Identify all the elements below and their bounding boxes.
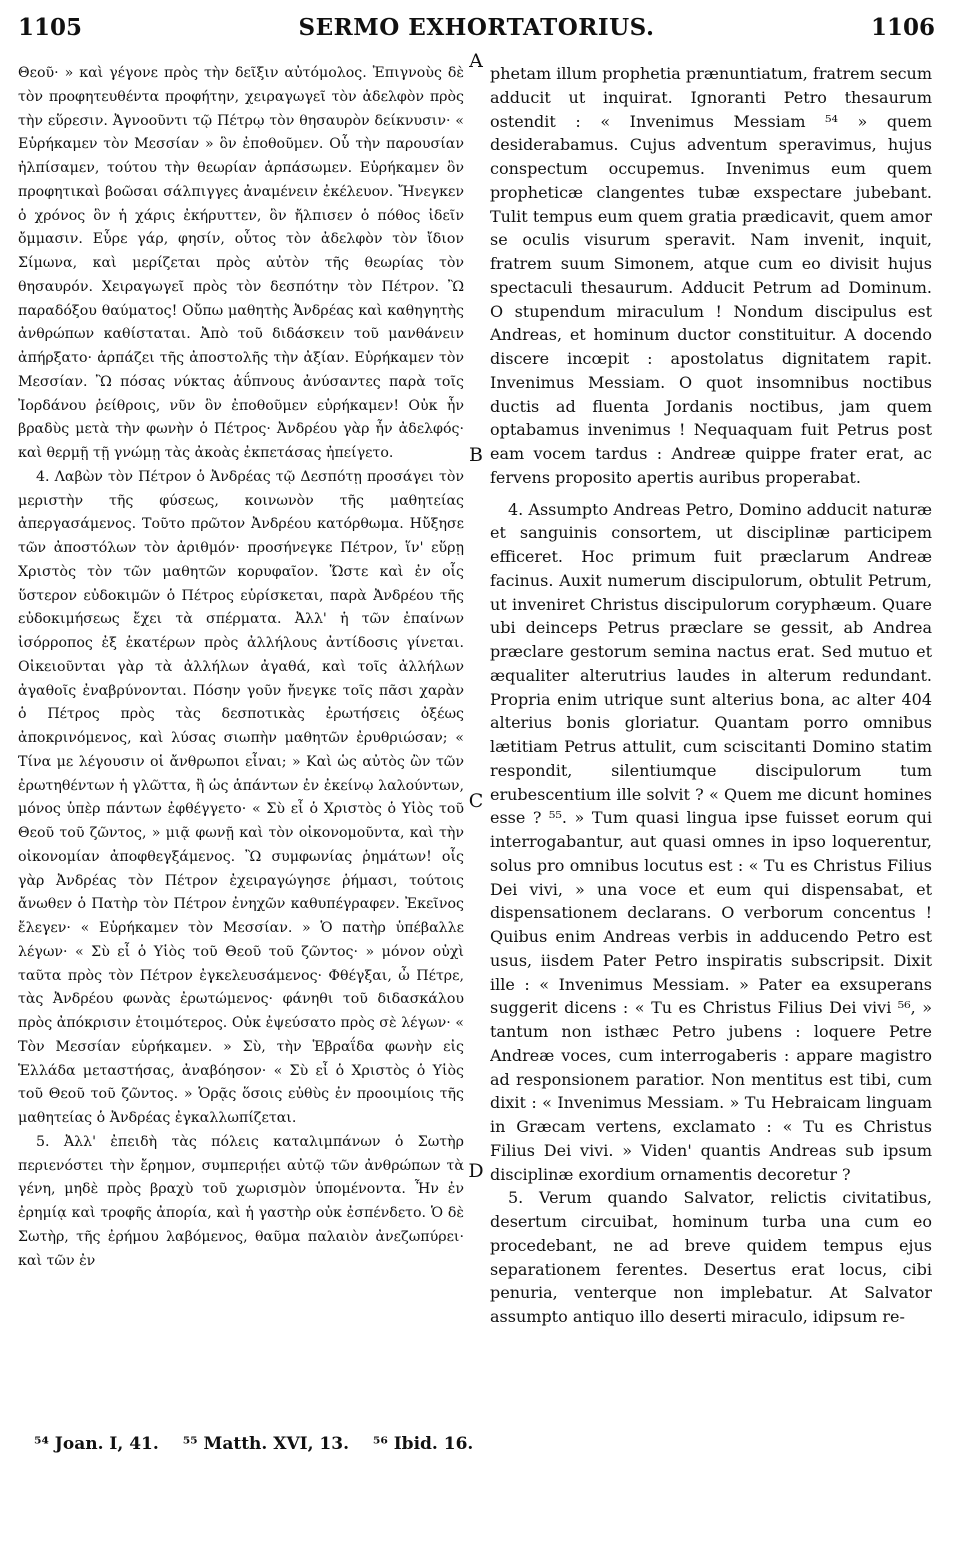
latin-paragraph-4: 4. Assumpto Andreas Petro, Domino adducit naturæ et sanguinis consortem, ut disciplinæ participem efficeret. Hoc primum fuit præclarum Andreæ facinus. Auxit numerum discipulorum, obtulit Petrum, ut inveniret Christus discipulorum coryphæum. Quare ubi deinceps Petrus præclare se gessit, ab Andrea præclare gestorum semina nactus erat. Sed mutuo et æqualiter alterutrius laudes in alterum redundant. Propria enim utrique sunt alterius bona, ac alter 404 alterius bonis gloriatur. Quantam porro omnibus lætitiam Petrus attulit, cum sciscitanti Domino statim respondit, silentiumque discipulorum tum erubescentium ille solvit ? « Quem me dicunt homines esse ? ⁵⁵. » Tum quasi lingua ipse fuisset eorum qui interrogabantur, aut quasi omnes in ipso loquerentur, solus pro omnibus locutus est : « Tu es Christus Filius Dei vivi, » una voce et eum qui dispensabat, et dispensationem declarans. O verborum concentus ! Quibus enim Andreas verbis in adducendo Petro est usus, iisdem Pater Petro inspiratis subscripsit. Dixit ille : « Invenimus Messiam. » Pater ea exsuperans suggerit dicens : « Tu es Christus Filius Dei vivi ⁵⁶, » tantum non isthæc Petro jubens : loquere Petre Andreæ voces, cum interrogaberis : appare magistro ad responsionem paratior. Non mentitus est tibi, cum dixit : « Invenimus Messiam. » Tu Hebraicam linguam in Græcam vertens, exclamato : « Tu es Christus Filius Dei vivi. » Viden' quantis Andreas sub ipsum disciplinæ exordium ornamentis decoretur ?	[490, 499, 932, 1184]
footnotes	[34, 1434, 919, 1454]
margin-letter-d: D	[468, 1160, 484, 1182]
left-page-number: 1105	[18, 14, 83, 41]
greek-paragraph-5: 5. Ἀλλ' ἐπειδὴ τὰς πόλεις καταλιμπάνων ὁ Σωτὴρ περιενόστει τὴν ἔρημον, συμπεριῄει αὐτῷ τῶν ἀνθρώπων τὰ γένη, μηδὲ πρὸς βραχὺ τοῦ χωρισμὸν ὑπομένοντα. Ἦν ἐν ἐρημίᾳ καὶ τροφῆς ἀπορία, καὶ ἡ γαστὴρ οὐκ ἐσπένδετο. Ὁ δὲ Σωτὴρ, τῆς ἐρήμου λαβόμενος, θαῦμα παλαιὸν ἀνεζωπύρει· καὶ τῶν ἐν	[18, 1133, 464, 1269]
margin-letter-b: B	[469, 444, 483, 466]
footnote-56: ⁵⁶ Ibid. 16.	[372, 1434, 474, 1454]
greek-paragraph-continuation: Θεοῦ· » καὶ γέγονε πρὸς τὴν δεῖξιν αὐτόμολος. Ἐπιγνοὺς δὲ τὸν προφητευθέντα προφήτην, χειραγωγεῖ τὸν ἀδελφὸν πρὸς τὴν εὕρεσιν. Ἀγνοοῦντι τῷ Πέτρῳ τὸν θησαυρὸν δείκνυσιν· « Εὑρήκαμεν τὸν Μεσσίαν » ὃν ἐποθοῦμεν. Οὗ τὴν παρουσίαν ἠλπίσαμεν, τούτου τὴν θεωρίαν ἁρπάσωμεν. Εὑρήκαμεν ὃν προφητικαὶ βοῶσαι σάλπιγγες ἀναμένειν ἐκέλευον. Ἤνεγκεν ὁ χρόνος ὃν ἡ χάρις ἐκήρυττεν, ὃν ἤλπισεν ὁ πόθος ἰδεῖν ὄμμασιν. Εὗρε γάρ, φησίν, οὗτος τὸν ἀδελφὸν τὸν ἴδιον Σίμωνα, καὶ μερίζεται πρὸς αὐτὸν τῆς θεωρίας τὸν θησαυρόν. Χειραγωγεῖ πρὸς τὸν δεσπότην τὸν Πέτρον. Ὢ παραδόξου θαύματος! Οὔπω μαθητὴς Ἀνδρέας καὶ καθηγητὴς ἀνθρώπων καθίσταται. Ἀπὸ τοῦ διδάσκειν τοῦ μανθάνειν ἀπήρξατο· ἁρπάζει τῆς ἀποστολῆς τὴν ἀξίαν. Εὑρήκαμεν τὸν Μεσσίαν. Ὢ πόσας νύκτας ἀΰπνους ἀνύσαντες παρὰ τοῖς Ἰορδάνου ῥείθροις, νῦν ὃν ἐποθοῦμεν εὑρήκαμεν! Οὐκ ἦν βραδὺς μετὰ τὴν φωνὴν ὁ Πέτρος· Ἀνδρέου γὰρ ἦν ἀδελφός· καὶ θερμῇ τῇ γνώμῃ τὰς ἀκοὰς ἐκπετάσας ἠπείγετο.	[18, 65, 464, 461]
greek-column	[18, 62, 464, 1273]
footnote-54: ⁵⁴ Joan. I, 41.	[34, 1434, 159, 1454]
latin-paragraph-5: 5. Verum quando Salvator, relictis civitatibus, desertum circuibat, hominum turba una cum eo procedebant, ne ad breve quidem tempus ejus separationem ferentes. Desertus erat locus, cibi penuria, venterque non implebatur. At Salvator assumpto antiquo illo deserti miraculo, idipsum re-	[490, 1188, 932, 1326]
margin-letter-c: C	[468, 790, 484, 812]
running-title: SERMO EXHORTATORIUS.	[298, 14, 655, 41]
latin-column	[490, 62, 932, 1329]
footnote-55: ⁵⁵ Matth. XVI, 13.	[182, 1434, 349, 1454]
greek-paragraph-4: 4. Λαβὼν τὸν Πέτρον ὁ Ἀνδρέας τῷ Δεσπότῃ προσάγει τὸν μεριστὴν τῆς φύσεως, κοινωνὸν τῆς μαθητείας ἀπεργασάμενος. Τοῦτο πρῶτον Ἀνδρέου κατόρθωμα. Ηὔξησε τῶν ἀποστόλων τὸν ἀριθμόν· προσήνεγκε Πέτρον, ἵν' εὕρῃ Χριστὸς τὸν τῶν μαθητῶν κορυφαῖον. Ὥστε καὶ ἐν οἷς ὕστερον εὐδοκιμῶν ὁ Πέτρος εὑρίσκεται, παρὰ Ἀνδρέου τῆς εὐδοκιμήσεως ἔχει τὰ σπέρματα. Ἀλλ' ἡ τῶν ἐπαίνων ἰσόρροπος ἐξ ἑκατέρων πρὸς ἀλλήλους ἀντίδοσις γίνεται. Οἰκειοῦνται γὰρ τὰ ἀλλήλων ἀγαθά, καὶ τοῖς ἀλλήλων ἀγαθοῖς ἐναβρύνονται. Πόσην γοῦν ἤνεγκε τοῖς πᾶσι χαρὰν ὁ Πέτρος πρὸς τὰς δεσποτικὰς ἐρωτήσεις ὀξέως ἀποκρινόμενος, καὶ λύσας σιωπὴν μαθητῶν ἐρυθριώσαν; « Τίνα με λέγουσιν οἱ ἄνθρωποι εἶναι; » Καὶ ὡς αὐτὸς ὢν τῶν ἐρωτηθέντων ἡ γλῶττα, ἢ ὡς ἁπάντων ἐν ἐκείνῳ λαλούντων, μόνος ὑπὲρ πάντων ἐφθέγγετο· « Σὺ εἶ ὁ Χριστὸς ὁ Υἱὸς τοῦ Θεοῦ τοῦ ζῶντος, » μιᾷ φωνῇ καὶ τὸν οἰκονομοῦντα, καὶ τὴν οἰκονομίαν ἀποφθεγξάμενος. Ὢ συμφωνίας ῥημάτων! οἷς γὰρ Ἀνδρέας τὸν Πέτρον ἐχειραγώγησε ῥήμασι, τούτοις ἄνωθεν ὁ Πατὴρ τὸν Πέτρον ἐνηχῶν καθυπέγραφεν. Ἐκεῖνος ἔλεγεν· « Εὑρήκαμεν τὸν Μεσσίαν. » Ὁ πατὴρ ὑπέβαλλε λέγων· « Σὺ εἶ ὁ Υἱὸς τοῦ Θεοῦ τοῦ ζῶντος· » μόνον οὐχὶ ταῦτα πρὸς τὸν Πέτρον ἐγκελευσάμενος· Φθέγξαι, ὦ Πέτρε, τὰς Ἀνδρέου φωνὰς ἐρωτώμενος· φάνηθι τοῦ διδασκάλου πρὸς ἀπόκρισιν ἑτοιμότερος. Οὐκ ἐψεύσατο πρὸς σὲ λέγων· « Τὸν Μεσσίαν εὑρήκαμεν. » Σὺ, τὴν Ἑβραΐδα φωνὴν εἰς Ἑλλάδα μεταστήσας, ἀναβόησον· « Σὺ εἶ ὁ Χριστὸς ὁ Υἱὸς τοῦ Θεοῦ τοῦ ζῶντος. » Ὁρᾷς ὅσοις εὐθὺς ἐν προοιμίοις τῆς μαθητείας ὁ Ἀνδρέας ἐγκαλλωπίζεται.	[18, 468, 464, 1126]
margin-letter-a: A	[469, 50, 483, 72]
right-page-number: 1106	[870, 14, 935, 41]
page-header	[18, 14, 935, 48]
latin-paragraph-continuation: phetam illum prophetia prænuntiatum, fratrem secum adducit ut inquirat. Ignoranti Petro thesaurum ostendit : « Invenimus Messiam ⁵⁴ » quem desiderabamus. Cujus adventum speravimus, hujus conspectum occupemus. Invenimus eum quem propheticæ clangentes tubæ exspectare jubebant. Tulit tempus eum quem gratia prædicavit, quem amor se oculis visurum speravit. Nam invenit, inquit, fratrem suum Simonem, atque cum eo divisit hujus spectaculi thesaurum. Adducit Petrum ad Dominum. O stupendum miraculum ! Nondum discipulus est Andreas, et hominum ductor constituitur. A docendo discere incœpit : apostolatus dignitatem rapit. Invenimus Messiam. O quot insomnibus noctibus ductis ad fluenta Jordanis noctibus, jam quem optabamus invenimus ! Nequaquam fuit Petrus post eam vocem tardus : Andreæ quippe frater erat, ac fervens proposito apertis auribus properabat.	[490, 64, 932, 487]
